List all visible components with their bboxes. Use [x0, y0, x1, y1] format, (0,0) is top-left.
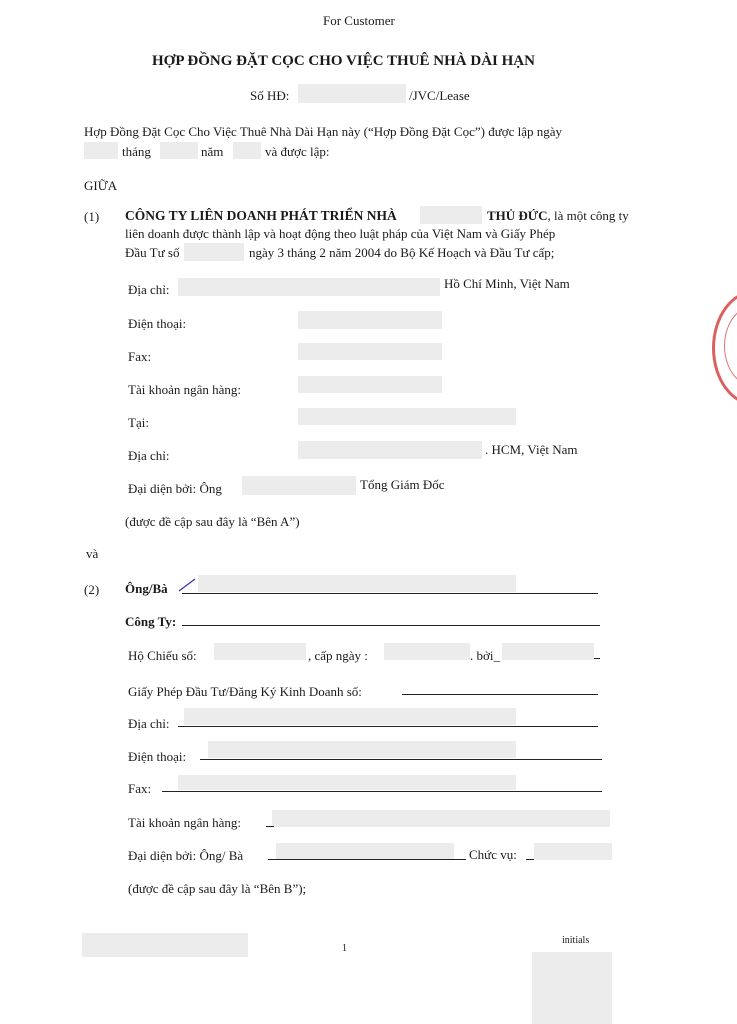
- party-b-rep-label: Đại diện bởi: Ông/ Bà: [128, 848, 244, 863]
- intro-line1: Hợp Đồng Đặt Cọc Cho Việc Thuê Nhà Dài Hạn này (“Hợp Đồng Đặt Cọc”) được lập ngày: [84, 124, 563, 139]
- initials-box: [532, 952, 612, 1024]
- party-a-rep-label: Đại diện bởi: Ông: [128, 481, 222, 496]
- party-b-bank-line: [266, 826, 274, 827]
- redaction-party-a-address2: [298, 441, 482, 459]
- redaction-issued-by: [502, 643, 594, 660]
- contract-no-suffix: /JVC/Lease: [409, 88, 470, 103]
- party-a-address2-label: Địa chỉ:: [128, 448, 170, 463]
- redaction-party-a-fax: [298, 343, 442, 360]
- party-b-issued-by-label: . bởi_: [470, 648, 500, 663]
- redaction-party-b-fax: [178, 775, 516, 790]
- redaction-party-a-bank-branch: [298, 408, 516, 425]
- party-b-fax-label: Fax:: [128, 781, 152, 796]
- redaction-party-b-rep-name: [276, 843, 454, 859]
- party-b-issued-date-label: , cấp ngày :: [308, 648, 368, 663]
- redaction-month: [160, 142, 198, 159]
- party-a-at-label: Tại:: [128, 415, 149, 430]
- redaction-party-a-bank: [298, 376, 442, 393]
- and-label: và: [86, 546, 99, 561]
- party-b-position-line: [526, 859, 534, 860]
- page-number: 1: [342, 943, 347, 954]
- party-a-name-suffix: THỦ ĐỨC: [487, 208, 548, 223]
- party-b-address-label: Địa chỉ:: [128, 716, 170, 731]
- party-a-fax-label: Fax:: [128, 349, 152, 364]
- redaction-party-a-address: [178, 278, 440, 296]
- redaction-party-a-name: [420, 206, 482, 224]
- redaction-contract-no: [298, 84, 406, 103]
- redaction-party-b-address: [184, 708, 516, 725]
- party-a-desc-line2: liên doanh được thành lập và hoạt động theo luật pháp của Việt Nam và Giấy Phép: [125, 226, 556, 241]
- header-note: For Customer: [323, 13, 395, 28]
- redaction-footer-left: [82, 933, 248, 957]
- party-b-reference: (được đề cập sau đây là “Bên B”);: [128, 881, 307, 896]
- party-b-number: (2): [84, 582, 100, 597]
- party-b-license-line: [402, 694, 598, 695]
- party-b-rep-line: [268, 859, 466, 860]
- redaction-party-b-name: [198, 575, 516, 592]
- party-b-issued-by-line: [594, 658, 600, 659]
- party-a-name-prefix: CÔNG TY LIÊN DOANH PHÁT TRIỂN NHÀ: [125, 208, 397, 223]
- redaction-party-a-rep-name: [242, 476, 356, 495]
- strikethrough-mark-icon: [177, 578, 197, 592]
- redaction-party-a-phone: [298, 311, 442, 329]
- party-a-bank-label: Tài khoản ngân hàng:: [128, 382, 241, 397]
- intro-tail: và được lập:: [265, 144, 330, 159]
- redaction-year: [233, 142, 261, 159]
- party-b-address-line: [178, 726, 598, 727]
- party-b-bank-label: Tài khoản ngân hàng:: [128, 815, 241, 830]
- redaction-party-b-position: [534, 843, 612, 860]
- party-a-phone-label: Điện thoại:: [128, 316, 187, 331]
- party-a-name-line: [487, 208, 629, 224]
- party-b-name-label: Ông/Bà: [125, 581, 168, 596]
- party-a-address2-tail: . HCM, Việt Nam: [485, 442, 578, 457]
- party-b-phone-line: [200, 759, 602, 760]
- contract-no-label: Số HĐ:: [250, 88, 290, 103]
- redaction-passport-no: [214, 643, 306, 660]
- between-label: GIỮA: [84, 178, 118, 193]
- party-b-passport-label: Hộ Chiếu số:: [128, 648, 197, 663]
- redaction-party-b-phone: [208, 741, 516, 758]
- party-b-license-label: Giấy Phép Đầu Tư/Đăng Ký Kinh Doanh số:: [128, 684, 362, 699]
- party-a-desc-line3-tail: ngày 3 tháng 2 năm 2004 do Bộ Kế Hoạch và Đầu Tư cấp;: [249, 245, 555, 260]
- redaction-party-b-bank: [272, 810, 610, 827]
- party-a-address-tail: Hồ Chí Minh, Việt Nam: [444, 276, 570, 291]
- redaction-day: [84, 142, 118, 159]
- party-a-rep-title: Tổng Giám Đốc: [360, 477, 445, 492]
- party-a-number: (1): [84, 209, 100, 224]
- party-a-desc-tail: , là một công ty: [547, 208, 629, 223]
- party-b-fax-line: [162, 791, 602, 792]
- party-a-address-label: Địa chỉ:: [128, 282, 170, 297]
- initials-label: initials: [562, 935, 590, 946]
- party-b-company-line: [182, 625, 600, 626]
- document-title: HỢP ĐỒNG ĐẶT CỌC CHO VIỆC THUÊ NHÀ DÀI HẠN: [152, 53, 535, 69]
- party-b-name-line: [182, 593, 598, 594]
- redaction-issued-date: [384, 643, 470, 660]
- party-a-desc-line3-prefix: Đầu Tư số: [125, 245, 180, 260]
- party-b-company-label: Công Ty:: [125, 614, 177, 629]
- intro-nam: năm: [201, 144, 224, 159]
- intro-thang: tháng: [122, 144, 151, 159]
- party-a-reference: (được đề cập sau đây là “Bên A”): [125, 514, 300, 529]
- party-b-phone-label: Điện thoại:: [128, 749, 187, 764]
- party-b-position-label: Chức vụ:: [469, 847, 517, 862]
- redaction-license-no: [184, 243, 244, 261]
